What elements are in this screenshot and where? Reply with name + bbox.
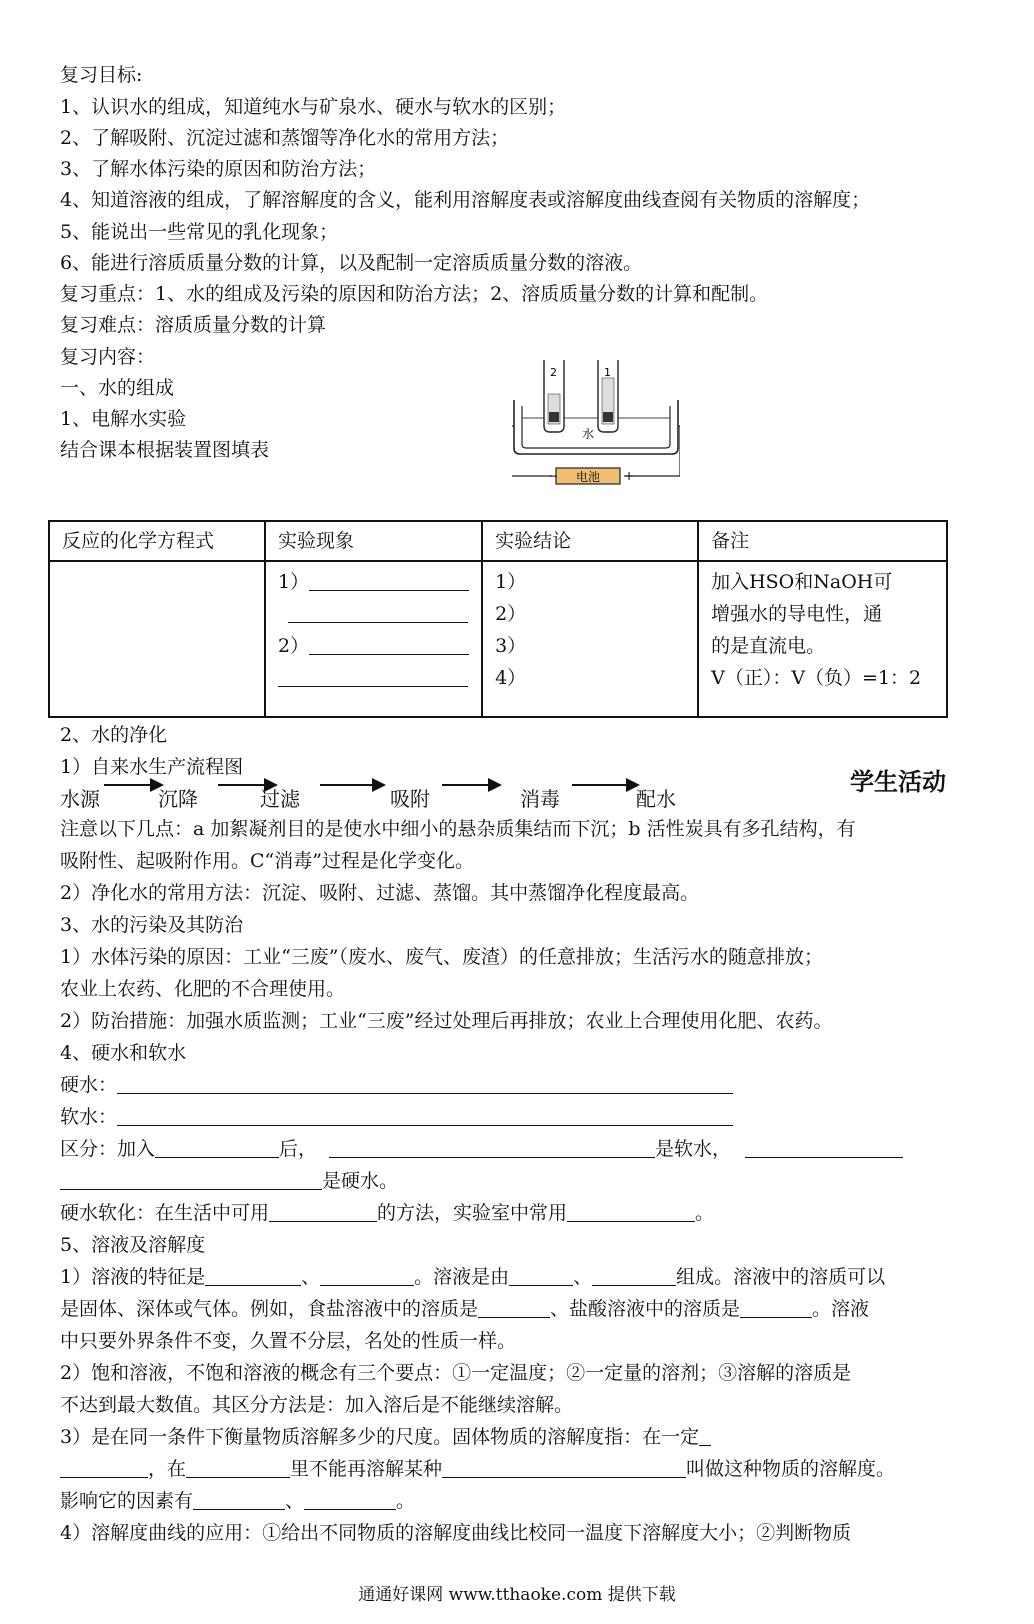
key-points: 复习重点：1、水的组成及污染的原因和防治方法；2、溶质质量分数的计算和配制。	[60, 283, 769, 305]
fill-blank	[186, 1459, 290, 1478]
difficulties: 复习难点：溶质质量分数的计算	[60, 314, 327, 336]
distinguish-line-2: 是硬水。	[60, 1168, 398, 1194]
solution-line-4: 2）饱和溶液，不饱和溶液的概念有三个要点：①一定温度；②一定量的溶剂；③溶解的溶质是	[60, 1362, 852, 1384]
battery-minus: −	[548, 469, 559, 483]
fill-blank	[592, 1267, 676, 1286]
phenomena-cell	[265, 561, 482, 717]
solution-line-9: 4）溶解度曲线的应用：①给出不同物质的溶解度曲线比校同一温度下溶解度大小；②判断物质	[60, 1522, 852, 1544]
purification-note: 吸附性、起吸附作用。C“消毒”过程是化学变化。	[60, 850, 474, 872]
soften-line: 硬水软化：在生活中可用 的方法，实验室中常用 。	[60, 1202, 715, 1224]
goal-item: 4、知道溶液的组成，了解溶解度的含义，能利用溶解度表或溶解度曲线查阅有关物质的溶解度；	[60, 189, 871, 211]
solution-line-6: 3）是在同一条件下衡量物质溶解多少的尺度。固体物质的溶解度指：在一定	[60, 1424, 711, 1450]
pollution-line: 农业上农药、化肥的不合理使用。	[60, 978, 346, 1000]
arrow-right-icon	[104, 784, 162, 786]
solution-line-3: 中只要外界条件不变，久置不分层，名处的性质一样。	[60, 1330, 517, 1352]
fill-blank	[567, 1203, 695, 1222]
fill-blank	[478, 1299, 550, 1318]
pollution-line: 1）水体污染的原因：工业“三废”（废水、废气、废渣）的任意排放；生活污水的随意排放；	[60, 946, 824, 968]
content-title: 复习内容：	[60, 346, 156, 368]
arrow-right-icon	[320, 784, 384, 786]
fill-blank	[509, 1267, 573, 1286]
hard-water-line: 硬水：	[60, 1072, 733, 1098]
table-header: 实验结论	[482, 521, 698, 561]
phenomenon-1: 1）	[278, 571, 310, 593]
fill-blank	[699, 1427, 711, 1446]
fill-blank	[740, 1299, 812, 1318]
note-line: V（正）：V（负）=1：2	[711, 667, 922, 689]
fill-blank	[278, 668, 468, 687]
fill-blank	[288, 604, 468, 623]
phenomenon-2: 2）	[278, 635, 310, 657]
table-header: 备注	[698, 521, 947, 561]
section4-title: 4、硬水和软水	[60, 1042, 187, 1064]
fill-blank	[155, 1139, 279, 1158]
flow-title: 1）自来水生产流程图	[60, 756, 244, 778]
table-header: 实验现象	[265, 521, 482, 561]
arrow-right-icon	[442, 784, 500, 786]
solution-line-8: 影响它的因素有 、 。	[60, 1490, 416, 1512]
goal-item: 5、能说出一些常见的乳化现象；	[60, 221, 339, 243]
conclusion-item: 1）	[495, 571, 527, 593]
flow-step: 沉降	[158, 787, 198, 811]
fill-blank	[60, 1459, 148, 1478]
purification-note: 2）净化水的常用方法：沉淀、吸附、过滤、蒸馏。其中蒸馏净化程度最高。	[60, 882, 700, 904]
battery-plus: +	[624, 469, 635, 483]
distinguish-line: 区分：加入 后， 是软水，	[60, 1136, 903, 1162]
electrolysis-apparatus-figure	[512, 356, 680, 494]
note-line: 增强水的导电性，通	[711, 603, 883, 625]
goals-title: 复习目标:	[60, 64, 143, 86]
note-line: 的是直流电。	[711, 635, 826, 657]
flow-step: 过滤	[260, 787, 300, 811]
section5-title: 5、溶液及溶解度	[60, 1234, 206, 1256]
fill-blank	[117, 1075, 733, 1094]
table-header: 反应的化学方程式	[49, 521, 265, 561]
fill-blank	[309, 636, 469, 655]
fill-blank	[193, 1491, 285, 1510]
flow-step: 消毒	[520, 787, 560, 811]
soft-water-line: 软水：	[60, 1104, 733, 1130]
fill-blank	[117, 1107, 733, 1126]
fill-blank	[205, 1267, 301, 1286]
goal-item: 3、了解水体污染的原因和防治方法；	[60, 158, 377, 180]
fill-blank	[745, 1139, 903, 1158]
battery-label: 电池	[576, 470, 601, 484]
section1-instruction: 结合课本根据装置图填表	[60, 439, 270, 461]
tube-right-label: 1	[604, 366, 611, 379]
page-footer: 通通好课网 www.tthaoke.com 提供下载	[358, 1585, 676, 1605]
conclusion-item: 3）	[495, 635, 527, 657]
purification-note: 注意以下几点：a 加絮凝剂目的是使水中细小的悬杂质集结而下沉；b 活性炭具有多孔结构，有	[60, 818, 856, 840]
conclusions-cell	[482, 561, 698, 717]
solution-line-5: 不达到最大数值。其区分方法是：加入溶后是不能继续溶解。	[60, 1394, 574, 1416]
fill-blank	[269, 1203, 377, 1222]
fill-blank	[442, 1459, 686, 1478]
section3-title: 3、水的污染及其防治	[60, 914, 244, 936]
goal-item: 2、了解吸附、沉淀过滤和蒸馏等净化水的常用方法；	[60, 127, 510, 149]
fill-blank	[60, 1171, 322, 1190]
conclusion-item: 4）	[495, 667, 527, 689]
fill-blank	[304, 1491, 396, 1510]
goal-item: 6、能进行溶质质量分数的计算，以及配制一定溶质质量分数的溶液。	[60, 252, 643, 274]
water-label: 水	[582, 427, 595, 441]
electrolysis-table	[48, 520, 948, 718]
pollution-line: 2）防治措施：加强水质监测；工业“三废”经过处理后再排放；农业上合理使用化肥、农药。	[60, 1010, 833, 1032]
note-cell	[698, 561, 947, 717]
conclusion-item: 2）	[495, 603, 527, 625]
goal-item: 1、认识水的组成，知道纯水与矿泉水、硬水与软水的区别；	[60, 96, 567, 118]
equation-cell	[49, 561, 265, 717]
solution-line-1: 1）溶液的特征是 、 。溶液是由 、 组成。溶液中的溶质可以	[60, 1266, 886, 1288]
fill-blank	[329, 1139, 655, 1158]
fill-blank	[309, 572, 469, 591]
arrow-right-icon	[572, 784, 638, 786]
flow-step: 配水	[636, 787, 676, 811]
section2-title: 2、水的净化	[60, 724, 168, 746]
section1-sub1: 1、电解水实验	[60, 408, 187, 430]
student-activity-label: 学生活动	[850, 768, 946, 796]
flow-step: 水源	[60, 787, 100, 811]
solution-line-2: 是固体、深体或气体。例如，食盐溶液中的溶质是 、盐酸溶液中的溶质是 。溶液	[60, 1298, 870, 1320]
tube-left-label: 2	[550, 366, 557, 379]
flow-step: 吸附	[390, 787, 430, 811]
solution-line-7: ，在 里不能再溶解某种 叫做这种物质的溶解度。	[60, 1456, 895, 1482]
note-line: 加入HSO和NaOH可	[711, 571, 893, 593]
fill-blank	[320, 1267, 414, 1286]
section1-title: 一、水的组成	[60, 377, 175, 399]
